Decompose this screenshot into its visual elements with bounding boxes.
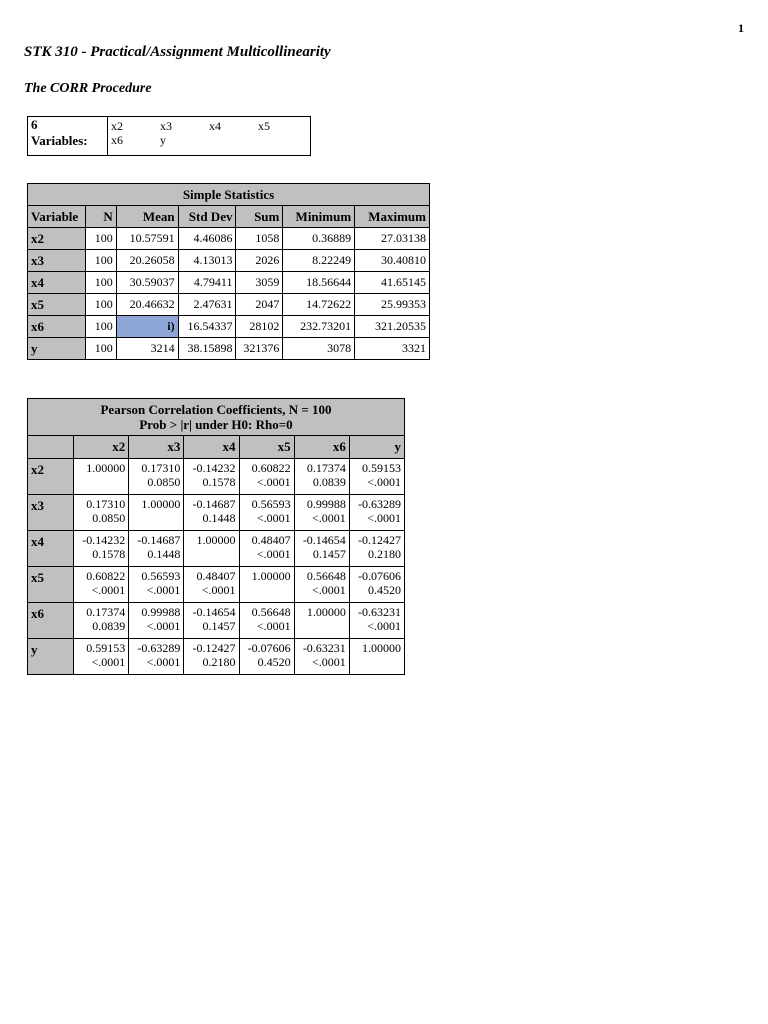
correlation-cell [239,603,294,639]
correlation-row-variable: x3 [28,495,74,531]
stats-cell-n: 100 [85,338,116,360]
correlation-cell [74,531,129,567]
stats-cell-n: 100 [85,228,116,250]
stats-cell-maximum: 321.20535 [355,316,430,338]
correlation-cell [239,531,294,567]
correlation-column-header: x4 [184,436,239,459]
correlation-cell [294,603,349,639]
correlation-p-value: <.0001 [367,619,401,633]
correlation-coefficient: 0.17374 [86,605,126,619]
correlation-coefficient: 0.59153 [362,461,401,475]
stats-cell-minimum: 232.73201 [283,316,355,338]
stats-row [28,316,430,338]
correlation-coefficient: 1.00000 [196,533,236,547]
stats-column-header: Std Dev [178,206,236,228]
correlation-cell [74,603,129,639]
variable-name: x3 [160,119,172,133]
correlation-p-value: 0.1578 [92,547,126,561]
stats-cell-maximum: 3321 [355,338,430,360]
correlation-cell [349,603,404,639]
correlation-cell [184,603,239,639]
correlation-cell [239,639,294,675]
stats-cell-std-dev: 4.13013 [178,250,236,272]
correlation-row-variable: x6 [28,603,74,639]
correlation-p-value: 0.4520 [368,583,401,597]
correlation-coefficient: 1.00000 [306,605,346,619]
correlation-coefficient: 0.48407 [196,569,236,583]
correlation-coefficient: -0.14654 [192,605,236,619]
correlation-p-value: <.0001 [91,655,126,669]
correlation-coefficient: -0.63289 [358,497,401,511]
correlation-cell [129,495,184,531]
correlation-cell [74,495,129,531]
variable-name: x5 [258,119,270,133]
variables-list [108,117,311,156]
variable-name: y [160,133,166,147]
variables-count: 6 [31,117,38,132]
correlation-coefficient: -0.14654 [302,533,346,547]
stats-cell-n: 100 [85,294,116,316]
correlation-cell [184,495,239,531]
stats-row-variable: x3 [28,250,86,272]
correlation-cell [129,531,184,567]
mean-answer-cell[interactable]: i) [116,316,178,338]
variables-header [28,117,108,156]
correlation-coefficient: -0.12427 [358,533,401,547]
variable-name: x4 [209,119,221,133]
stats-cell-minimum: 3078 [283,338,355,360]
stats-cell-maximum: 25.99353 [355,294,430,316]
correlation-p-value: <.0001 [367,475,401,489]
correlation-title [28,399,405,436]
stats-cell-mean: 10.57591 [116,228,178,250]
correlation-cell [294,531,349,567]
correlation-coefficient: 0.56648 [251,605,291,619]
correlation-row-variable: x2 [28,459,74,495]
correlation-coefficient: 0.60822 [251,461,291,475]
correlation-cell [129,603,184,639]
stats-column-header: Mean [116,206,178,228]
correlation-cell [184,567,239,603]
correlation-coefficient: 0.48407 [251,533,291,547]
stats-cell-sum: 321376 [236,338,283,360]
correlation-title-line-2: Prob > |r| under H0: Rho=0 [139,417,293,432]
stats-row-variable: x4 [28,272,86,294]
variables-line-2 [111,133,307,147]
correlation-p-value: <.0001 [256,475,291,489]
correlation-p-value: 0.0850 [147,475,181,489]
stats-cell-maximum: 30.40810 [355,250,430,272]
correlation-coefficient: -0.07606 [247,641,291,655]
stats-cell-std-dev: 38.15898 [178,338,236,360]
correlation-coefficient: 0.17374 [306,461,346,475]
correlation-cell [294,495,349,531]
variable-name: x6 [111,133,123,147]
correlation-coefficient: 0.60822 [86,569,126,583]
correlation-p-value: <.0001 [367,511,401,525]
stats-cell-sum: 2026 [236,250,283,272]
correlation-cell [349,567,404,603]
stats-cell-n: 100 [85,272,116,294]
correlation-coefficient: 0.56648 [306,569,346,583]
correlation-row [28,567,405,603]
correlation-row [28,495,405,531]
correlation-p-value: 0.2180 [202,655,236,669]
correlation-coefficient: -0.63231 [302,641,346,655]
correlation-coefficient: 0.17310 [86,497,126,511]
correlation-cell [184,531,239,567]
document-title: STK 310 - Practical/Assignment Multicollinearity [24,44,331,60]
correlation-p-value: 0.1448 [202,511,236,525]
stats-column-header: N [85,206,116,228]
correlation-cell [294,459,349,495]
stats-cell-mean: 30.59037 [116,272,178,294]
procedure-title: The CORR Procedure [24,81,152,96]
correlation-cell [294,639,349,675]
correlation-cell [129,639,184,675]
correlation-row-variable: x5 [28,567,74,603]
correlation-p-value: <.0001 [256,619,291,633]
correlation-cell [184,639,239,675]
correlation-column-header: y [349,436,404,459]
correlation-p-value: 0.2180 [368,547,401,561]
stats-row-variable: y [28,338,86,360]
correlation-header-row [28,436,405,459]
correlation-row-variable: y [28,639,74,675]
correlation-p-value: 0.1457 [202,619,236,633]
correlation-coefficient: 1.00000 [86,461,126,475]
stats-cell-n: 100 [85,316,116,338]
correlation-coefficient: -0.14232 [192,461,236,475]
correlation-p-value: 0.0839 [312,475,346,489]
variables-label: Variables: [31,133,88,148]
stats-column-header: Minimum [283,206,355,228]
correlation-p-value: <.0001 [312,655,346,669]
stats-row-variable: x6 [28,316,86,338]
correlation-p-value: 0.0850 [92,511,126,525]
correlation-cell [349,459,404,495]
correlation-row [28,459,405,495]
correlation-row [28,639,405,675]
correlation-p-value: <.0001 [312,511,346,525]
correlation-coefficient: -0.63231 [358,605,401,619]
correlation-coefficient: 1.00000 [141,497,181,511]
correlation-table [27,398,405,675]
correlation-cell [349,639,404,675]
correlation-row-variable: x4 [28,531,74,567]
page-number: 1 [738,21,744,35]
correlation-p-value: <.0001 [146,619,181,633]
stats-cell-minimum: 14.72622 [283,294,355,316]
correlation-cell [239,567,294,603]
stats-cell-maximum: 41.65145 [355,272,430,294]
variables-line-1 [111,119,307,133]
stats-row-variable: x2 [28,228,86,250]
stats-cell-mean: 20.46632 [116,294,178,316]
correlation-p-value: <.0001 [146,655,181,669]
correlation-cell [184,459,239,495]
stats-column-header: Maximum [355,206,430,228]
correlation-coefficient: -0.14687 [137,533,181,547]
correlation-p-value: 0.1457 [312,547,346,561]
stats-cell-minimum: 18.56644 [283,272,355,294]
simple-statistics-table [27,183,430,360]
variables-box [27,116,311,156]
stats-cell-n: 100 [85,250,116,272]
correlation-coefficient: -0.14687 [192,497,236,511]
stats-row-variable: x5 [28,294,86,316]
correlation-p-value: 0.1448 [147,547,181,561]
stats-cell-std-dev: 4.46086 [178,228,236,250]
correlation-p-value: <.0001 [201,583,236,597]
stats-cell-mean: 20.26058 [116,250,178,272]
correlation-cell [74,639,129,675]
stats-cell-std-dev: 4.79411 [178,272,236,294]
correlation-coefficient: 0.99988 [141,605,181,619]
correlation-p-value: <.0001 [256,547,291,561]
correlation-cell [129,567,184,603]
correlation-title-line-1: Pearson Correlation Coefficients, N = 100 [100,402,332,417]
correlation-cell [74,459,129,495]
correlation-coefficient: 0.56593 [251,497,291,511]
correlation-coefficient: 1.00000 [251,569,291,583]
correlation-p-value: <.0001 [146,583,181,597]
correlation-column-header: x3 [129,436,184,459]
stats-cell-minimum: 0.36889 [283,228,355,250]
stats-cell-mean: 3214 [116,338,178,360]
correlation-cell [294,567,349,603]
stats-cell-std-dev: 2.47631 [178,294,236,316]
correlation-cell [349,531,404,567]
correlation-cell [239,495,294,531]
stats-column-header: Sum [236,206,283,228]
correlation-p-value: 0.0839 [92,619,126,633]
correlation-cell [239,459,294,495]
stats-cell-sum: 3059 [236,272,283,294]
stats-cell-sum: 2047 [236,294,283,316]
correlation-column-header: x5 [239,436,294,459]
correlation-coefficient: 0.56593 [141,569,181,583]
variable-name: x2 [111,119,123,133]
correlation-coefficient: 1.00000 [362,641,401,655]
correlation-column-header: x2 [74,436,129,459]
correlation-cell [74,567,129,603]
correlation-corner-cell [28,436,74,459]
stats-row [28,228,430,250]
stats-row [28,294,430,316]
correlation-column-header: x6 [294,436,349,459]
stats-row [28,272,430,294]
stats-cell-std-dev: 16.54337 [178,316,236,338]
correlation-coefficient: -0.12427 [192,641,236,655]
correlation-coefficient: 0.99988 [306,497,346,511]
stats-row [28,250,430,272]
correlation-p-value: 0.4520 [257,655,291,669]
stats-row [28,338,430,360]
correlation-coefficient: 0.17310 [141,461,181,475]
stats-cell-maximum: 27.03138 [355,228,430,250]
correlation-coefficient: -0.63289 [137,641,181,655]
correlation-p-value: 0.1578 [202,475,236,489]
correlation-coefficient: -0.07606 [358,569,401,583]
correlation-cell [129,459,184,495]
simple-statistics-header-row [28,206,430,228]
stats-cell-minimum: 8.22249 [283,250,355,272]
correlation-p-value: <.0001 [312,583,346,597]
stats-cell-sum: 1058 [236,228,283,250]
correlation-cell [349,495,404,531]
correlation-row [28,531,405,567]
correlation-p-value: <.0001 [256,511,291,525]
correlation-row [28,603,405,639]
simple-statistics-title: Simple Statistics [28,184,430,206]
correlation-coefficient: -0.14232 [82,533,126,547]
stats-column-header: Variable [28,206,86,228]
stats-cell-sum: 28102 [236,316,283,338]
correlation-coefficient: 0.59153 [86,641,126,655]
correlation-p-value: <.0001 [91,583,126,597]
